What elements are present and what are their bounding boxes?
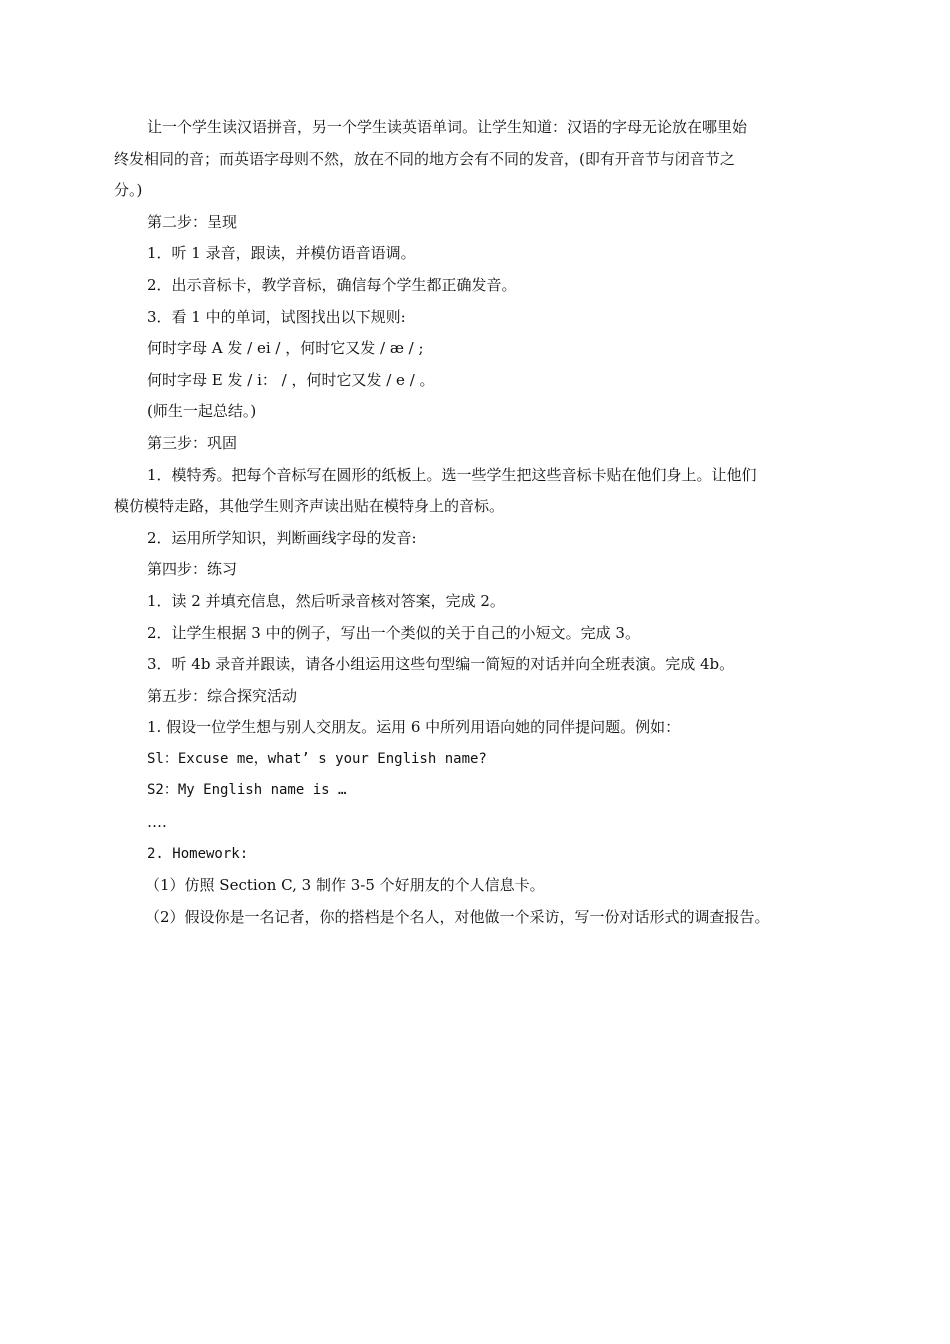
step-five-heading: 第五步：综合探究活动: [147, 686, 298, 705]
paragraph-line-intro-2: 终发相同的音；而英语字母则不然，放在不同的地方会有不同的发音，(即有开音节与闭音节之: [114, 149, 735, 168]
step-five-item-1: 1. 假设一位学生想与别人交朋友。运用 6 中所列用语向她的同伴提问题。例如：: [147, 718, 681, 737]
step-four-heading: 第四步：练习: [147, 560, 238, 579]
rule-letter-a: 何时字母 A 发 / ei / ，何时它又发 / æ / ;: [147, 339, 424, 358]
step-four-item-2: 2．让学生根据 3 中的例子，写出一个类似的关于自己的小短文。完成 3。: [147, 623, 640, 642]
homework-heading: 2. Homework:: [147, 845, 249, 862]
step-four-item-3: 3．听 4b 录音并跟读，请各小组运用这些句型编一简短的对话并向全班表演。完成 4b。: [147, 655, 735, 674]
document-body: [114, 112, 836, 933]
dialogue-ellipsis: ….: [147, 813, 167, 832]
step-two-heading: 第二步：呈现: [147, 212, 238, 231]
dialogue-line-s2: S2：My English name is …: [147, 782, 347, 799]
paragraph-line-intro-1: 让一个学生读汉语拼音，另一个学生读英语单词。让学生知道：汉语的字母无论放在哪里始: [147, 118, 748, 136]
step-three-item-1-line-1: 1．模特秀。把每个音标写在圆形的纸板上。选一些学生把这些音标卡贴在他们身上。让他们: [147, 465, 757, 484]
homework-item-2: （2）假设你是一名记者，你的搭档是个名人，对他做一个采访，写一份对话形式的调查报告。: [145, 907, 770, 926]
step-two-item-1: 1．听 1 录音，跟读，并模仿语音语调。: [147, 244, 416, 263]
step-three-item-1-line-2: 模仿模特走路，其他学生则齐声读出贴在模特身上的音标。: [114, 497, 505, 516]
summary-note: (师生一起总结。): [147, 402, 257, 421]
rule-letter-e: 何时字母 E 发 / i： / ，何时它又发 / e / 。: [147, 370, 435, 389]
step-four-item-1: 1．读 2 并填充信息，然后听录音核对答案，完成 2。: [147, 591, 505, 610]
paragraph-line-intro-3: 分。): [114, 181, 143, 200]
homework-item-1: （1）仿照 Section C, 3 制作 3-5 个好朋友的个人信息卡。: [145, 876, 545, 895]
step-two-item-3: 3．看 1 中的单词，试图找出以下规则:: [147, 307, 406, 326]
step-three-item-2: 2．运用所学知识，判断画线字母的发音:: [147, 528, 417, 547]
dialogue-line-s1: Sl：Excuse me，what’ s your English name?: [147, 750, 487, 767]
step-two-item-2: 2．出示音标卡，教学音标，确信每个学生都正确发音。: [147, 275, 517, 294]
step-three-heading: 第三步：巩固: [147, 433, 238, 452]
